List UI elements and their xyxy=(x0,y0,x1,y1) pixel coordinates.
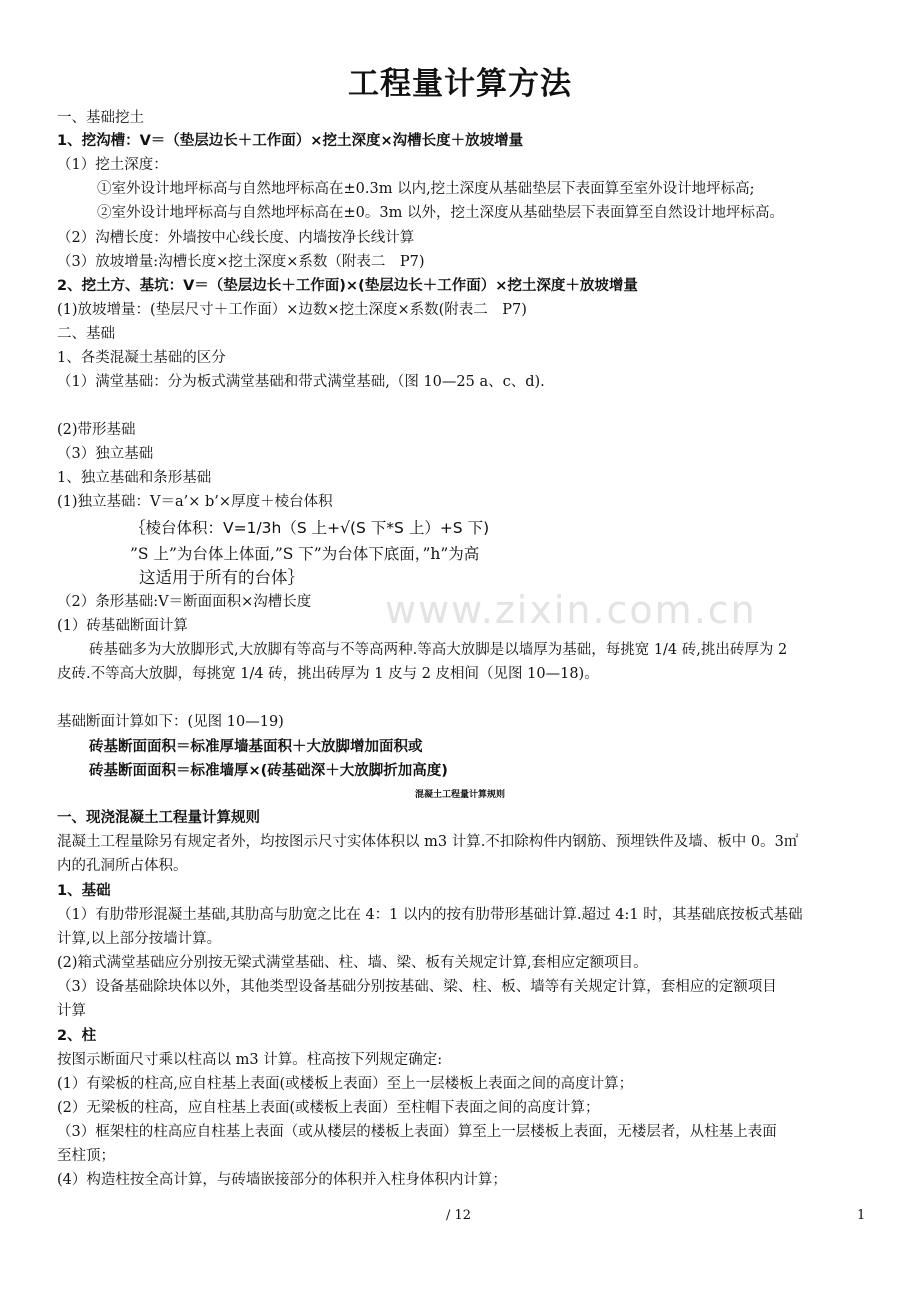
formula-line: (1)独立基础：V＝a’× b’×厚度＋棱台体积 xyxy=(57,494,333,510)
text-line: (1)放坡增量：(垫层尺寸＋工作面）×边数×挖土深度×系数(附表二 P7) xyxy=(57,302,527,318)
formula-line: ｛棱台体积：V=1/3h（S 上+√(S 下*S 上）+S 下) xyxy=(130,519,490,537)
section-heading: 2、柱 xyxy=(57,1028,97,1044)
text-line: (1）砖基础断面计算 xyxy=(57,618,188,634)
page-title: 工程量计算方法 xyxy=(348,66,572,102)
formula-line: 砖基断面面积＝标准墙厚×(砖基础深＋大放脚折加高度) xyxy=(89,763,448,779)
page-number: 1 xyxy=(857,1208,866,1223)
text-line: (2）无梁板的柱高，应自柱基上表面(或楼板上表面）至柱帽下表面之间的高度计算； xyxy=(57,1100,600,1116)
text-line: 内的孔洞所占体积。 xyxy=(57,858,188,874)
formula-line: 砖基断面面积＝标准厚墙基面积＋大放脚增加面积或 xyxy=(89,739,423,755)
text-line: 1、独立基础和条形基础 xyxy=(57,470,212,486)
text-line: 这适用于所有的台体｝ xyxy=(139,568,304,587)
text-line: 基础断面计算如下：(见图 10—19) xyxy=(57,714,284,730)
text-line: （3）设备基础除块体以外，其他类型设备基础分别按基础、梁、柱、板、墙等有关规定计算，套相应的定额项目 xyxy=(57,979,777,995)
text-line: 至柱顶； xyxy=(57,1148,115,1164)
formula-line: 2、挖土方、基坑：V＝（垫层边长＋工作面)×(垫层边长＋工作面）×挖土深度＋放坡增量 xyxy=(57,278,638,294)
section-heading: 一、基础挖土 xyxy=(57,110,144,126)
formula-line: （2）条形基础:V＝断面面积×沟槽长度 xyxy=(57,594,312,610)
text-line: （3）独立基础 xyxy=(57,446,154,462)
text-line: ②室外设计地坪标高与自然地坪标高在±0。3m 以外，挖土深度从基础垫层下表面算至自然设计地坪标高。 xyxy=(97,205,784,221)
text-line: ”S 上”为台体上体面,”S 下”为台体下底面，”h”为高 xyxy=(130,545,480,563)
text-line: 按图示断面尺寸乘以柱高以 m3 计算。柱高按下列规定确定: xyxy=(57,1052,443,1068)
section-heading: 二、基础 xyxy=(57,326,115,342)
text-line: （1）挖土深度： xyxy=(57,157,168,173)
text-line: ①室外设计地坪标高与自然地坪标高在±0.3m 以内,挖土深度从基础垫层下表面算至室外设计地坪标高; xyxy=(97,181,755,197)
text-line: （3）框架柱的柱高应自柱基上表面（或从楼层的楼板上表面）算至上一层楼板上表面，无楼层者，从柱基上表面 xyxy=(57,1124,777,1140)
section-heading: 1、基础 xyxy=(57,883,111,899)
text-line: （1）满堂基础：分为板式满堂基础和带式满堂基础,（图 10—25 a、c、d). xyxy=(57,374,545,390)
text-line: 计算 xyxy=(57,1003,86,1019)
text-line: (2)带形基础 xyxy=(57,422,136,438)
section-heading: 一、现浇混凝土工程量计算规则 xyxy=(57,810,260,826)
watermark: www.zixin.com.cn xyxy=(385,588,757,632)
text-line: (1）有梁板的柱高,应自柱基上表面(或楼板上表面）至上一层楼板上表面之间的高度计算； xyxy=(57,1076,634,1092)
text-line: （2）沟槽长度：外墙按中心线长度、内墙按净长线计算 xyxy=(57,230,415,246)
page-total: / 12 xyxy=(446,1208,472,1223)
text-line: (2)箱式满堂基础应分别按无梁式满堂基础、柱、墙、梁、板有关规定计算,套相应定额项目。 xyxy=(57,955,648,971)
text-line: 混凝土工程量除另有规定者外，均按图示尺寸实体体积以 m3 计算.不扣除构件内钢筋、预埋铁件及墙、板中 0。3㎡ xyxy=(57,834,799,850)
text-line: 1、各类混凝土基础的区分 xyxy=(57,350,226,366)
formula-line: 1、挖沟槽：V＝（垫层边长＋工作面）×挖土深度×沟槽长度＋放坡增量 xyxy=(57,133,524,149)
text-line: （1）有肋带形混凝土基础,其肋高与肋宽之比在 4：1 以内的按有肋带形基础计算.超过 4:1 时，其基础底按板式基础 xyxy=(57,907,803,923)
text-line: 皮砖.不等高大放脚，每挑宽 1/4 砖，挑出砖厚为 1 皮与 2 皮相间（见图 10—18)。 xyxy=(57,666,599,682)
text-line: 计算,以上部分按墙计算。 xyxy=(57,931,222,947)
text-line: 砖基础多为大放脚形式,大放脚有等高与不等高两种.等高大放脚是以墙厚为基础，每挑宽 1/4 砖,挑出砖厚为 2 xyxy=(89,642,788,658)
text-line: （3）放坡增量:沟槽长度×挖土深度×系数（附表二 P7) xyxy=(57,254,425,270)
section-title: 混凝土工程量计算规则 xyxy=(414,790,505,800)
text-line: (4）构造柱按全高计算，与砖墙嵌接部分的体积并入柱身体积内计算； xyxy=(57,1172,507,1188)
